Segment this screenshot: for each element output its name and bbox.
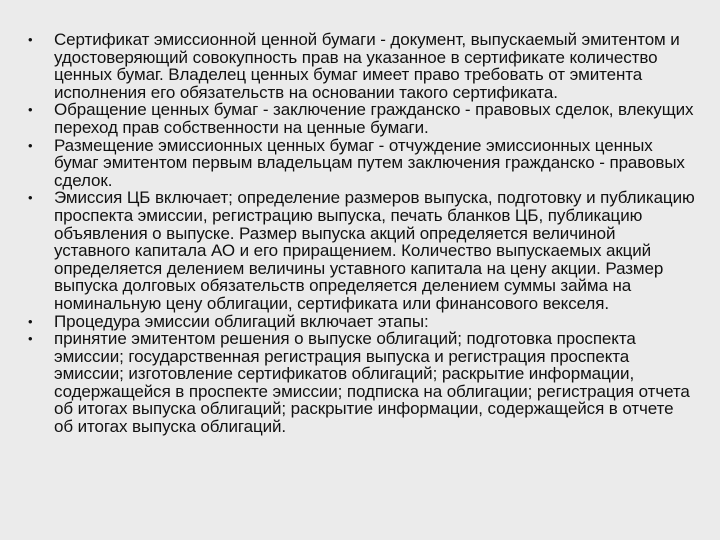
list-item-text: Размещение эмиссионных ценных бумаг - отчуждение эмиссионных ценных бумаг эмитентом первым владельцам путем заключения гражданско - правовых сделок. <box>54 135 685 190</box>
list-item <box>0 137 720 190</box>
list-item-text: Сертификат эмиссионной ценной бумаги - документ, выпускаемый эмитентом и удостоверяющий совокупность прав на указанное в сертификате количество ценных бумаг. Владелец ценных бумаг имеет право требовать от эмитента исполнения его обязательств на основании такого сертификата. <box>54 30 680 102</box>
bullet-icon: • <box>28 190 33 206</box>
list-item-text: Процедура эмиссии облигаций включает этапы: <box>54 311 429 331</box>
bullet-icon: • <box>28 137 33 153</box>
list-item <box>0 313 720 331</box>
bullet-list <box>0 31 720 436</box>
list-item-text: Обращение ценных бумаг - заключение гражданско - правовых сделок, влекущих переход прав собственности на ценные бумаги. <box>54 100 694 137</box>
list-item <box>0 31 720 101</box>
bullet-icon: • <box>28 102 33 118</box>
bullet-icon: • <box>28 331 33 347</box>
list-item-text: принятие эмитентом решения о выпуске облигаций; подготовка проспекта эмиссии; государственная регистрация выпуска и регистрация проспекта эмиссии; изготовление сертификатов облигаций; раскрытие информации, содержащейся в проспекте эмиссии; подписка на облигации; регистрация отчета об итогах выпуска облигаций; раскрытие информации, содержащейся в отчете об итогах выпуска облигаций. <box>54 329 690 437</box>
list-item <box>0 101 720 136</box>
list-item-text: Эмиссия ЦБ включает; определение размеров выпуска, подготовку и публикацию проспекта эмиссии, регистрацию выпуска, печать бланков ЦБ, публикацию объявления о выпуске. Размер выпуска акций определяется величиной уставного капитала АО и его приращением. Количество выпускаемых акций определяется делением величины уставного капитала на цену акции. Размер выпуска долговых обязательств определяется делением суммы займа на номинальную цену облигации, сертификата или финансового векселя. <box>54 188 695 313</box>
bullet-icon: • <box>28 32 33 47</box>
list-item <box>0 330 720 436</box>
list-item <box>0 189 720 312</box>
bullet-icon: • <box>28 313 33 329</box>
